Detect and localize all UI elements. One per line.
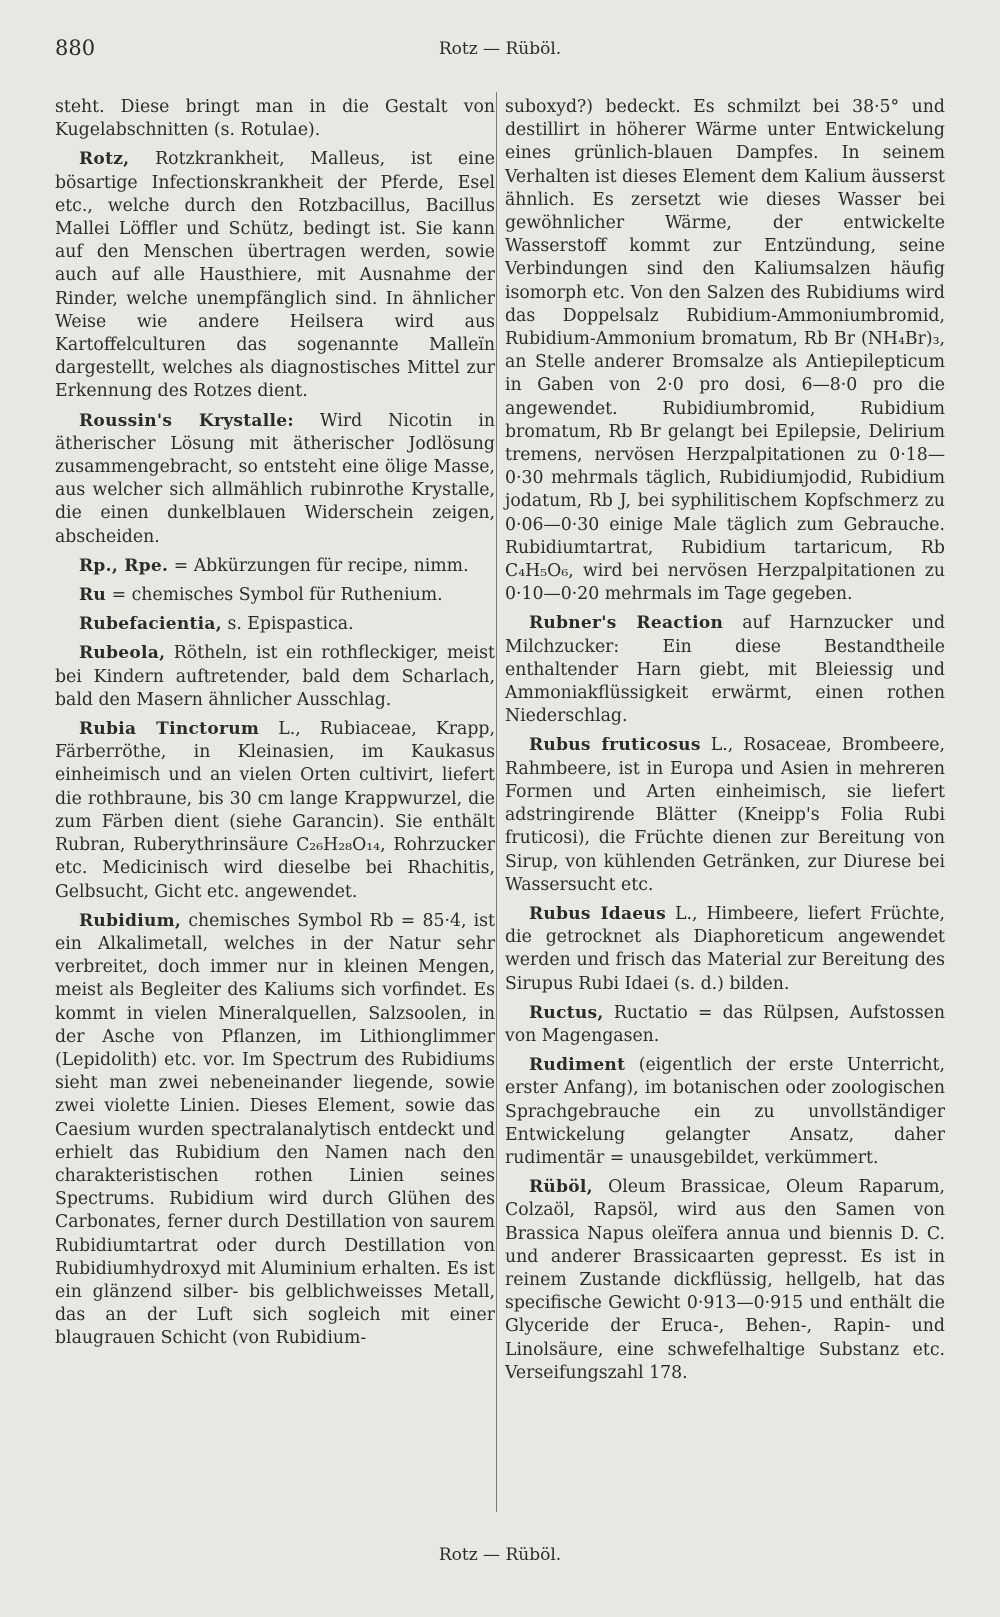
dictionary-entry: [55, 613, 495, 636]
column-divider: [496, 92, 497, 1512]
entry-text: Rötheln, ist ein rothfleckiger, meist bei Kindern auftretender, bald dem Scharlach, bald den Masern ähnlicher Ausschlag.: [55, 643, 495, 710]
dictionary-entry: [55, 642, 495, 712]
dictionary-entry: [55, 910, 495, 1351]
entry-headword: Ructus,: [529, 1002, 604, 1023]
left-column: [55, 96, 495, 1357]
entry-text: suboxyd?) bedeckt. Es schmilzt bei 38·5° und destillirt in höherer Wärme unter Entwickelung eines grünlich-blauen Dampfes. In seinem Verhalten ist dieses Element dem Kalium äusserst ähnlich. Es zersetzt wie dieses Wasser bei gewöhnlicher Wärme, der entwickelte Wasserstoff kommt zur Entzündung, seine Verbindungen sind den Kaliumsalzen häufig isomorph etc. Von den Salzen des Rubidiums wird das Doppelsalz Rubidium-Ammoniumbromid, Rubidium-Ammonium bromatum, Rb Br (NH₄Br)₃, an Stelle anderer Bromsalze als Antiepilepticum in Gaben von 2·0 pro dosi, 6—8·0 pro die angewendet. Rubidiumbromid, Rubidium bromatum, Rb Br gelangt bei Epilepsie, Delirium tremens, nervösen Herzpalpitationen zu 0·18—0·30 mehrmals täglich, Rubidiumjodid, Rubidium jodatum, Rb J, bei syphilitischem Kopfschmerz zu 0·06—0·30 einige Male täglich zum Gebrauche. Rubidiumtartrat, Rubidium tartaricum, Rb C₄H₅O₆, wird bei nervösen Herzpalpitationen zu 0·10—0·20 mehrmals im Tage gegeben.: [505, 97, 945, 605]
dictionary-entry: [55, 410, 495, 549]
dictionary-entry: [505, 734, 945, 896]
dictionary-entry: [505, 1176, 945, 1385]
running-title: Rotz — Rüböl.: [438, 39, 562, 59]
dictionary-entry: [55, 718, 495, 904]
continued-text: [55, 96, 495, 142]
dictionary-entry: [505, 1002, 945, 1048]
entry-headword: Rubidium,: [79, 910, 182, 931]
entry-text: = chemisches Symbol für Ruthenium.: [111, 585, 443, 606]
entry-text: s. Epispastica.: [227, 614, 354, 635]
entry-text: steht. Diese bringt man in die Gestalt von Kugelabschnitten (s. Rotulae).: [55, 97, 495, 141]
entry-headword: Rudiment: [529, 1055, 626, 1076]
dictionary-entry: [505, 612, 945, 728]
entry-text: Rotzkrankheit, Malleus, ist eine bösartige Infectionskrankheit der Pferde, Esel etc., welche durch den Rotzbacillus, Bacillus Mallei Löffler und Schütz, bedingt ist. Sie kann auf den Menschen übertragen werden, sowie auch auf alle Hausthiere, mit Ausnahme der Rinder, welche unempfänglich sind. In ähnlicher Weise wie andere Heilsera wird aus Kartoffelculturen das sogenannte Malleïn dargestellt, welches als diagnostisches Mittel zur Erkennung des Rotzes dient.: [55, 149, 496, 402]
entry-text: L., Himbeere, liefert Früchte, die getrocknet als Diaphoreticum angewendet werden und frisch das Material zur Bereitung des Sirupus Rubi Idaei (s. d.) bilden.: [505, 903, 945, 994]
entry-text: = Abkürzungen für recipe, nimm.: [173, 555, 469, 576]
entry-headword: Rubeola,: [79, 643, 166, 664]
entry-text: L., Rosaceae, Brombeere, Rahmbeere, ist in Europa und Asien in mehreren Formen und Arten einheimisch, sie liefert adstringirende Blätter (Kneipp's Folia Rubi fruticosi), die Früchte dienen zur Bereitung von Sirup, von kühlenden Getränken, zur Diurese bei Wassersucht etc.: [505, 735, 945, 895]
continued-text: [505, 96, 945, 606]
entry-headword: Rubia Tinctorum: [79, 719, 260, 740]
entry-text: (eigentlich der erste Unterricht, erster Anfang), im botanischen oder zoologischen Sprachgebrauche ein zu unvollständiger Entwickelung gelangter Ansatz, daher rudimentär = unausgebildet, verkümmert.: [505, 1055, 945, 1168]
entry-text: auf Harnzucker und Milchzucker: Ein diese Bestandtheile enthaltender Harn giebt, mit Bleiessig und Ammoniakflüssigkeit erwärmt, einen rothen Niederschlag.: [505, 613, 946, 727]
entry-headword: Rubus Idaeus: [529, 903, 666, 924]
entry-headword: Rubefacientia,: [79, 614, 222, 635]
entry-headword: Rubner's Reaction: [529, 613, 724, 634]
entry-headword: Roussin's Krystalle:: [79, 410, 294, 431]
page-footer: Rotz — Rüböl.: [438, 1545, 562, 1565]
entry-headword: Rp., Rpe.: [79, 555, 169, 576]
page-header: [55, 36, 945, 66]
right-column: [505, 96, 945, 1391]
dictionary-entry: [55, 148, 495, 403]
entry-headword: Ru: [79, 585, 107, 606]
entry-text: Oleum Brassicae, Oleum Raparum, Colzaöl, Rapsöl, wird aus den Samen von Brassica Napus oleïfera annua und biennis D. C. und anderer Brassicaarten gepresst. Es ist in reinem Zustande dickflüssig, hellgelb, hat das specifische Gewicht 0·913—0·915 und enthält die Glyceride der Eruca-, Behen-, Rapin- und Linolsäure, eine schwefelhaltige Substanz etc. Verseifungszahl 178.: [505, 1177, 945, 1383]
entry-text: chemisches Symbol Rb = 85·4, ist ein Alkalimetall, welches in der Natur sehr verbreitet, doch immer nur in kleinen Mengen, meist als Begleiter des Kaliums sich vorfindet. Es kommt in vielen Mineralquellen, Salzsoolen, in der Asche von Pflanzen, im Lithionglimmer (Lepidolith) etc. vor. Im Spectrum des Rubidiums sieht man zwei nebeneinander liegende, sowie zwei violette Linien. Dieses Element, sowie das Caesium wurden spectralanalytisch entdeckt und erhielt das Rubidium den Namen nach den charakteristischen rothen Linien seines Spectrums. Rubidium wird durch Glühen des Carbonates, ferner durch Destillation von saurem Rubidiumtartrat oder durch Destillation von Rubidiumhydroxyd mit Aluminium erhalten. Es ist ein glänzend silber- bis gelblichweisses Metall, das an der Luft sich sogleich mit einer blaugrauen Schicht (von Rubidium-: [55, 910, 495, 1349]
entry-text: Ructatio = das Rülpsen, Aufstossen von Magengasen.: [505, 1002, 945, 1046]
dictionary-entry: [55, 584, 495, 607]
page-number: 880: [55, 36, 96, 60]
entry-text: L., Rubiaceae, Krapp, Färberröthe, in Kleinasien, im Kaukasus einheimisch und an vielen Orten cultivirt, liefert die rothbraune, bis 30 cm lange Krappwurzel, die zum Färben dient (siehe Garancin). Sie enthält Rubran, Ruberythrinsäure C₂₆H₂₈O₁₄, Rohrzucker etc. Medicinisch wird dieselbe bei Rhachitis, Gelbsucht, Gicht etc. angewendet.: [55, 719, 495, 902]
entry-headword: Rubus fruticosus: [529, 735, 701, 756]
entry-headword: Rotz,: [79, 149, 130, 170]
dictionary-entry: [505, 1054, 945, 1170]
dictionary-entry: [505, 903, 945, 996]
dictionary-entry: [55, 555, 495, 578]
entry-text: Wird Nicotin in ätherischer Lösung mit ätherischer Jodlösung zusammengebracht, so entsteht eine ölige Masse, aus welcher sich allmählich rubinrothe Krystalle, die einen dunkelblauen Widerschein zeigen, abscheiden.: [55, 410, 495, 547]
entry-headword: Rüböl,: [529, 1177, 593, 1198]
